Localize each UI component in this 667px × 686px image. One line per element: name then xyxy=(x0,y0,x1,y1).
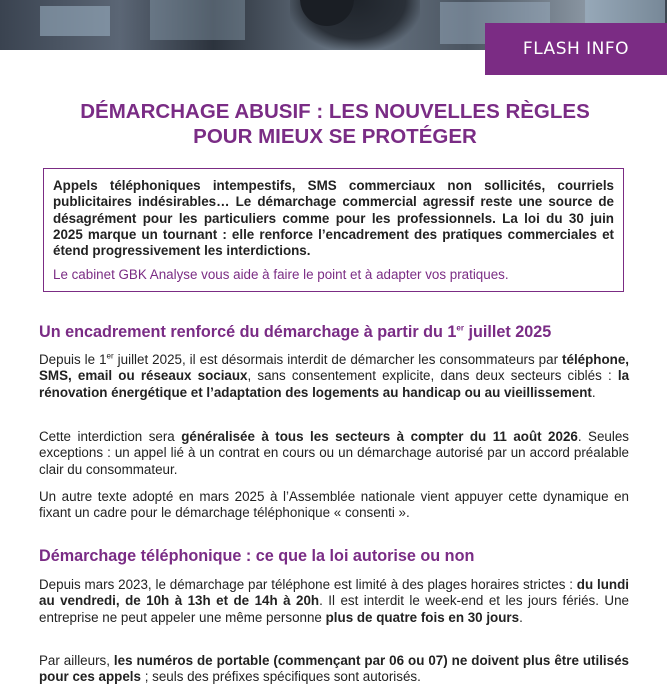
flash-info-badge: FLASH INFO xyxy=(485,23,667,75)
section1-heading: Un encadrement renforcé du démarchage à partir du 1er juillet 2025 xyxy=(39,323,552,341)
section2-paragraph-2: Par ailleurs, les numéros de portable (commençant par 06 ou 07) ne doivent plus être utilisés pour ces appels ; seuls des préfixes spécifiques sont autorisés. xyxy=(39,653,629,685)
title-line-1: DÉMARCHAGE ABUSIF : LES NOUVELLES RÈGLES xyxy=(80,100,590,123)
section1-paragraph-3: Un autre texte adopté en mars 2025 à l’Assemblée nationale vient appuyer cette dynamique en fixant un cadre pour le démarchage téléphonique « consenti ». xyxy=(39,489,629,521)
section2-paragraph-1: Depuis mars 2023, le démarchage par téléphone est limité à des plages horaires strictes : du lundi au vendredi, de 10h à 13h et de 14h à 20h. Il est interdit le week-end et les jours fériés. Une entreprise ne peut appeler une même personne plus de quatre fois en 30 jours. xyxy=(39,577,629,625)
intro-box xyxy=(43,168,624,292)
title-line-2: POUR MIEUX SE PROTÉGER xyxy=(193,125,477,148)
section1-paragraph-1: Depuis le 1er juillet 2025, il est désormais interdit de démarcher les consommateurs par téléphone, SMS, email ou réseaux sociaux, sans consentement explicite, dans deux secteurs ciblés : la rénovation énergétique et l’adaptation des logements au handicap ou au vieillissement. xyxy=(39,351,630,400)
section1-paragraph-2: Cette interdiction sera généralisée à tous les secteurs à compter du 11 août 2026. Seules exceptions : un appel lié à un contrat en cours ou un démarchage autorisé par un accord préalable clair du consommateur. xyxy=(39,429,629,477)
page-title xyxy=(30,99,640,149)
intro-lead: Le cabinet GBK Analyse vous aide à faire le point et à adapter vos pratiques. xyxy=(53,267,509,283)
intro-text: Appels téléphoniques intempestifs, SMS commerciaux non sollicités, courriels publicitaires indésirables… Le démarchage commercial agressif reste une source de désagrément pour les particuliers comme pour les professionnels. La loi du 30 juin 2025 marque un tournant : elle renforce l’encadrement des pratiques commerciales et étend progressivement les interdictions. xyxy=(53,178,614,259)
section2-heading: Démarchage téléphonique : ce que la loi autorise ou non xyxy=(39,547,475,565)
